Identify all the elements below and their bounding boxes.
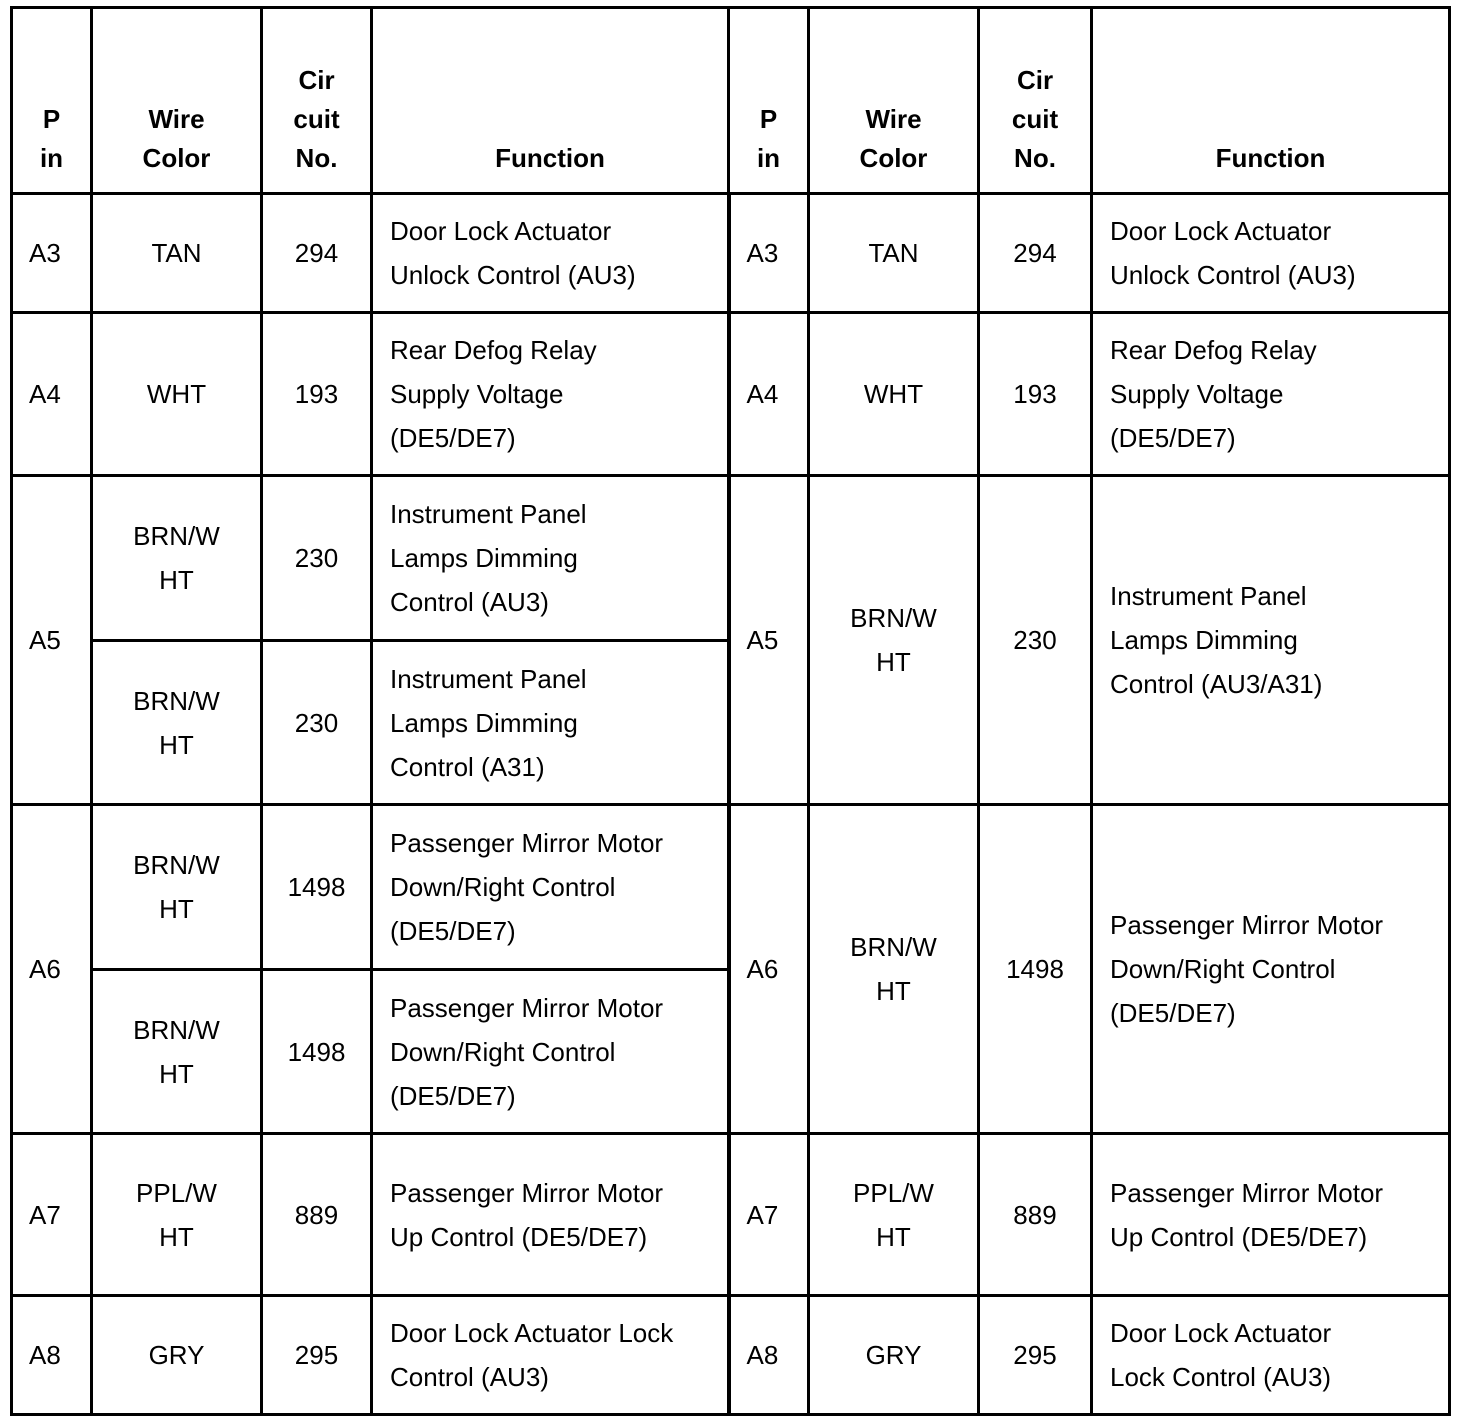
circuit-cell: 230 <box>979 476 1092 805</box>
wire-color-cell: GRY <box>809 1295 979 1414</box>
header-function: Function <box>372 8 729 194</box>
circuit-cell: 230 <box>262 476 372 641</box>
function-cell: Rear Defog Relay Supply Voltage (DE5/DE7) <box>372 312 729 476</box>
wire-color-cell: WHT <box>92 312 262 476</box>
pin-cell: A8 <box>729 1295 809 1414</box>
function-cell: Passenger Mirror Motor Down/Right Control (DE5/DE7) <box>372 969 729 1134</box>
header-pin: P in <box>729 8 809 194</box>
pin-cell: A8 <box>12 1295 92 1414</box>
function-cell: Door Lock Actuator Unlock Control (AU3) <box>1092 193 1450 312</box>
circuit-cell: 1498 <box>979 805 1092 1134</box>
function-cell: Door Lock Actuator Lock Control (AU3) <box>1092 1295 1450 1414</box>
pin-cell: A7 <box>12 1134 92 1295</box>
circuit-cell: 294 <box>979 193 1092 312</box>
circuit-cell: 1498 <box>262 805 372 970</box>
circuit-cell: 193 <box>262 312 372 476</box>
wire-color-cell: WHT <box>809 312 979 476</box>
table-row <box>12 1134 1450 1295</box>
wire-color-cell: PPL/W HT <box>92 1134 262 1295</box>
function-cell: Door Lock Actuator Lock Control (AU3) <box>372 1295 729 1414</box>
function-cell: Instrument Panel Lamps Dimming Control (AU3) <box>372 476 729 641</box>
header-function: Function <box>1092 8 1450 194</box>
header-circuit: Cir cuit No. <box>262 8 372 194</box>
circuit-cell: 193 <box>979 312 1092 476</box>
function-cell: Door Lock Actuator Unlock Control (AU3) <box>372 193 729 312</box>
pin-cell: A3 <box>729 193 809 312</box>
circuit-cell: 889 <box>979 1134 1092 1295</box>
wire-color-cell: TAN <box>809 193 979 312</box>
header-wire-color: Wire Color <box>809 8 979 194</box>
table-row <box>12 1295 1450 1414</box>
circuit-cell: 889 <box>262 1134 372 1295</box>
header-pin: P in <box>12 8 92 194</box>
pin-cell: A3 <box>12 193 92 312</box>
function-cell: Passenger Mirror Motor Down/Right Control (DE5/DE7) <box>1092 805 1450 1134</box>
wire-color-cell: BRN/W HT <box>92 969 262 1134</box>
pin-cell: A5 <box>729 476 809 805</box>
header-row <box>12 8 1450 194</box>
wire-color-cell: BRN/W HT <box>809 476 979 805</box>
circuit-cell: 295 <box>979 1295 1092 1414</box>
wire-color-cell: BRN/W HT <box>92 476 262 641</box>
function-cell: Passenger Mirror Motor Down/Right Control (DE5/DE7) <box>372 805 729 970</box>
circuit-cell: 295 <box>262 1295 372 1414</box>
pin-table <box>10 6 1451 1416</box>
header-circuit: Cir cuit No. <box>979 8 1092 194</box>
table-row <box>12 805 1450 970</box>
circuit-cell: 294 <box>262 193 372 312</box>
wire-color-cell: BRN/W HT <box>92 805 262 970</box>
table-row <box>12 193 1450 312</box>
pin-cell: A5 <box>12 476 92 805</box>
wire-color-cell: PPL/W HT <box>809 1134 979 1295</box>
circuit-cell: 1498 <box>262 969 372 1134</box>
pin-cell: A7 <box>729 1134 809 1295</box>
wire-color-cell: GRY <box>92 1295 262 1414</box>
function-cell: Instrument Panel Lamps Dimming Control (A31) <box>372 640 729 805</box>
table-row <box>12 312 1450 476</box>
pin-cell: A4 <box>12 312 92 476</box>
header-wire-color: Wire Color <box>92 8 262 194</box>
pin-cell: A4 <box>729 312 809 476</box>
table-row <box>12 476 1450 641</box>
function-cell: Passenger Mirror Motor Up Control (DE5/DE7) <box>372 1134 729 1295</box>
pin-cell: A6 <box>729 805 809 1134</box>
wire-color-cell: BRN/W HT <box>809 805 979 1134</box>
function-cell: Instrument Panel Lamps Dimming Control (AU3/A31) <box>1092 476 1450 805</box>
circuit-cell: 230 <box>262 640 372 805</box>
pin-cell: A6 <box>12 805 92 1134</box>
function-cell: Passenger Mirror Motor Up Control (DE5/DE7) <box>1092 1134 1450 1295</box>
wire-color-cell: TAN <box>92 193 262 312</box>
wire-color-cell: BRN/W HT <box>92 640 262 805</box>
function-cell: Rear Defog Relay Supply Voltage (DE5/DE7) <box>1092 312 1450 476</box>
